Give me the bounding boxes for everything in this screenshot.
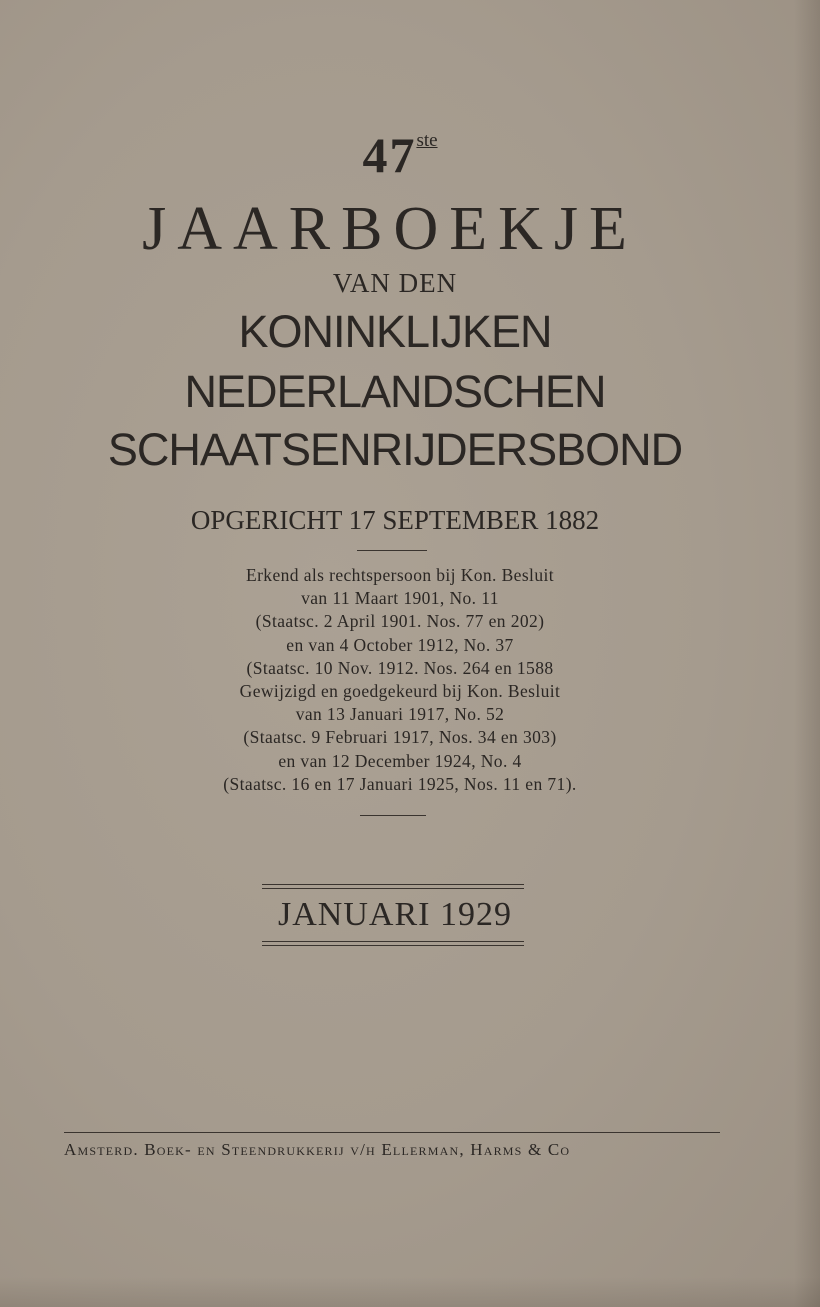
legal-line: van 11 Maart 1901, No. 11 (301, 588, 499, 609)
printer-rule (64, 1132, 720, 1133)
organization-line-1: KONINKLIJKEN (238, 306, 552, 357)
date-bottom-double-rule (262, 941, 524, 946)
organization-line-2: NEDERLANDSCHEN (184, 366, 606, 417)
divider-rule-upper (357, 550, 427, 551)
legal-recognition-block (180, 564, 620, 796)
cover-title: JAARBOEKJE (142, 195, 638, 263)
date-top-double-rule (262, 884, 524, 889)
legal-line: (Staatsc. 10 Nov. 1912. Nos. 264 en 1588 (246, 657, 554, 678)
publication-date: JANUARI 1929 (278, 896, 512, 933)
edition-suffix: ste (416, 130, 438, 151)
legal-line: (Staatsc. 2 April 1901. Nos. 77 en 202) (255, 611, 545, 632)
founded-date: OPGERICHT 17 SEPTEMBER 1882 (190, 505, 600, 535)
divider-rule-lower (360, 815, 426, 816)
page-edge-shadow (794, 0, 820, 1307)
legal-line: (Staatsc. 9 Februari 1917, Nos. 34 en 303) (243, 727, 557, 748)
legal-line: en van 4 October 1912, No. 37 (286, 634, 514, 655)
legal-line: en van 12 December 1924, No. 4 (278, 750, 522, 771)
organization-line-3: SCHAATSENRIJDERSBOND (107, 424, 683, 475)
legal-line: Erkend als rechtspersoon bij Kon. Besluit (245, 565, 554, 585)
legal-line: van 13 Januari 1917, No. 52 (295, 704, 505, 725)
printer-imprint: Amsterd. Boek- en Steendrukkerij v/h Ellerman, Harms & Co (64, 1140, 571, 1159)
subtitle-connector: VAN DEN (332, 268, 458, 298)
legal-line: (Staatsc. 16 en 17 Januari 1925, Nos. 11 en 71). (223, 773, 577, 794)
edition-number-value: 47 (362, 127, 417, 183)
page-bottom-shadow (0, 1277, 820, 1307)
legal-line: Gewijzigd en goedgekeurd bij Kon. Besluit (239, 681, 561, 702)
edition-number (0, 126, 800, 184)
